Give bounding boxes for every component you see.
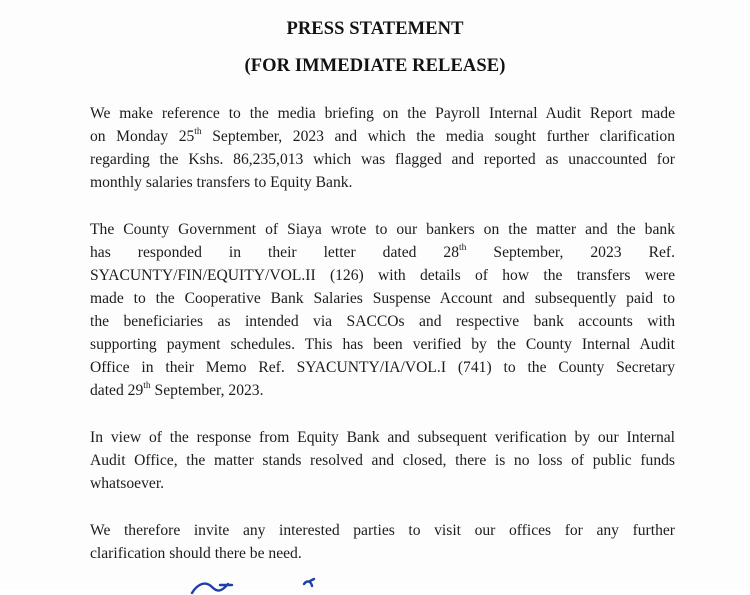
document-title: PRESS STATEMENT <box>286 19 464 39</box>
text-line: We therefore invite any interested parties to visit our offices for any further <box>90 522 675 539</box>
text-line: Office in their Memo Ref. SYACUNTY/IA/VOL.I (741) to the County Secretary <box>90 359 675 376</box>
text-line: the beneficiaries as intended via SACCOs and respective bank accounts with <box>90 313 675 330</box>
text-line: The County Government of Siaya wrote to our bankers on the matter and the bank <box>90 221 675 238</box>
text-line: We make reference to the media briefing on the Payroll Internal Audit Report made <box>90 105 675 122</box>
text-line: regarding the Kshs. 86,235,013 which was flagged and reported as unaccounted for <box>90 151 675 168</box>
text-line: dated 29th September, 2023. <box>90 380 264 399</box>
handwritten-signature-icon <box>186 575 326 595</box>
text-line: supporting payment schedules. This has been verified by the County Internal Audit <box>90 336 675 353</box>
paragraph-media-briefing <box>90 102 675 194</box>
text-line: Audit Office, the matter stands resolved and closed, there is no loss of public funds <box>90 452 675 469</box>
text-line: on Monday 25th September, 2023 and which the media sought further clarification <box>90 126 675 145</box>
text-line: clarification should there be need. <box>90 545 302 562</box>
paragraph-resolution <box>90 426 675 495</box>
text-line: made to the Cooperative Bank Salaries Suspense Account and subsequently paid to <box>90 290 675 307</box>
text-line: SYACUNTY/FIN/EQUITY/VOL.II (126) with details of how the transfers were <box>90 267 675 284</box>
paragraph-invitation <box>90 519 675 565</box>
text-line: monthly salaries transfers to Equity Bank. <box>90 174 353 191</box>
paragraph-bank-response <box>90 218 675 402</box>
text-line: In view of the response from Equity Bank and subsequent verification by our Internal <box>90 429 675 446</box>
text-line: has responded in their letter dated 28th September, 2023 Ref. <box>90 242 675 261</box>
text-line: whatsoever. <box>90 475 165 492</box>
document-subtitle: (FOR IMMEDIATE RELEASE) <box>244 56 506 76</box>
